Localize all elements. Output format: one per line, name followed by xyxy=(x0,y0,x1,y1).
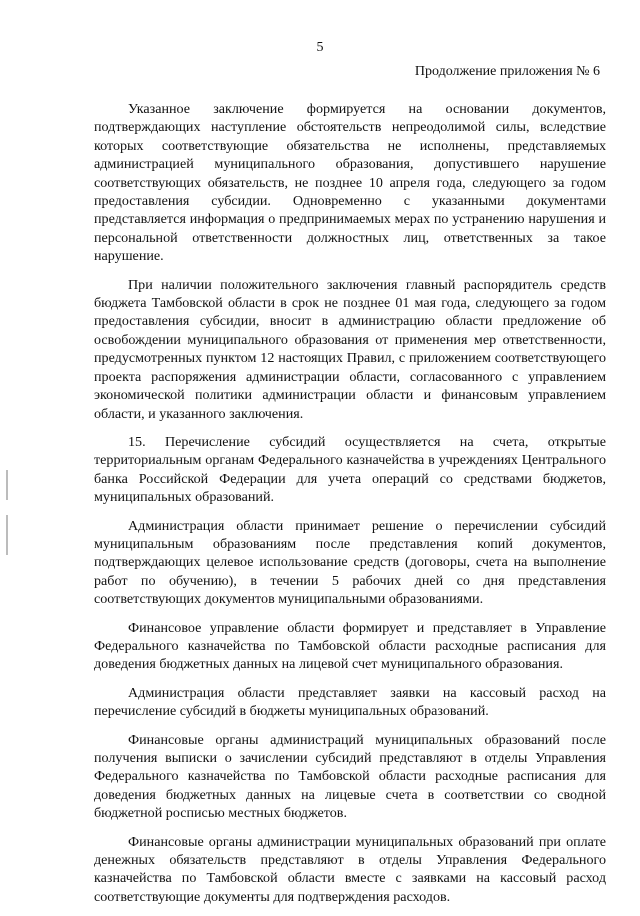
paragraph: Финансовое управление области формирует и представляет в Управление Федерального казначейства по Тамбовской области расходные расписания для доведения бюджетных данных на лицевой счет муниципального образования. xyxy=(94,619,606,673)
appendix-continuation-label: Продолжение приложения № 6 xyxy=(414,64,600,79)
paragraph: 15. Перечисление субсидий осуществляется на счета, открытые территориальным органам Федерального казначейства в учреждениях Центрального банка Российской Федерации для учета операций со средствами бюджетов, муниципальных образований. xyxy=(94,433,606,506)
scan-margin-mark xyxy=(6,470,8,500)
paragraph: Финансовые органы администрации муниципальных образований при оплате денежных обязательств представляют в отделы Управления Федерального казначейства по Тамбовской области вместе с заявками на кассовый расход соответствующие документы для подтверждения расходов. xyxy=(94,833,606,905)
scan-margin-mark xyxy=(6,515,8,555)
paragraph: При наличии положительного заключения главный распорядитель средств бюджета Тамбовской области в срок не позднее 01 мая года, следующего за годом предоставления субсидии, вносит в администрацию области предложение об освобождении муниципального образования от применения мер ответственности, предусмотренных пунктом 12 настоящих Правил, с приложением соответствующего проекта распоряжения администрации области, согласованного с управлением экономической политики администрации области и финансовым управлением области, и указанного заключения. xyxy=(94,276,606,422)
page-number: 5 xyxy=(316,40,324,55)
paragraph: Финансовые органы администраций муниципальных образований после получения выписки о зачислении субсидий представляют в отделы Управления Федерального казначейства по Тамбовской области расходные расписания для доведения бюджетных данных на лицевые счета в соответствии со сводной бюджетной росписью местных бюджетов. xyxy=(94,731,606,822)
paragraph: Указанное заключение формируется на основании документов, подтверждающих наступление обстоятельств непреодолимой силы, вследствие которых соответствующие обязательства не исполнены, представляемых администрацией муниципального образования, допустившего нарушение соответствующих обязательств, не позднее 10 апреля года, следующего за годом предоставления субсидии. Одновременно с указанными документами представляется информация о предпринимаемых мерах по устранению нарушения и персональной ответственности должностных лиц, ответственных за такое нарушение. xyxy=(94,101,606,265)
document-body xyxy=(94,100,606,916)
paragraph: Администрация области принимает решение о перечислении субсидий муниципальным образованиям после представления копий документов, подтверждающих целевое использование средств (договоры, счета на выполнение работ по обучению), в течении 5 рабочих дней со дня представления соответствующих документов муниципальными образованиями. xyxy=(94,517,606,608)
paragraph: Администрация области представляет заявки на кассовый расход на перечисление субсидий в бюджеты муниципальных образований. xyxy=(94,684,606,720)
